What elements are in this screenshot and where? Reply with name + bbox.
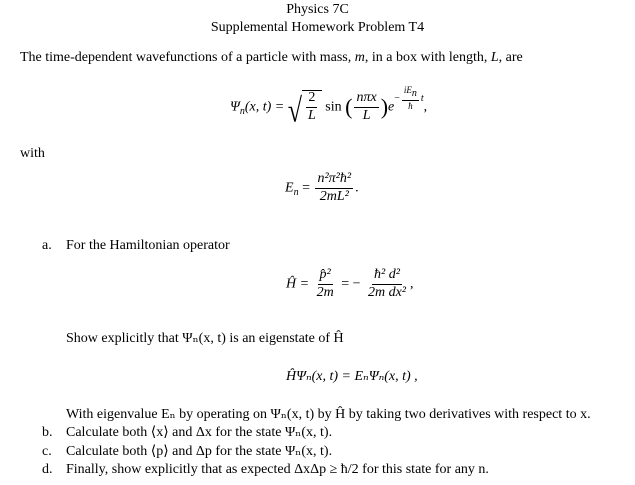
eigenvalue-equation: ĤΨₙ(x, t) = EₙΨₙ(x, t) ,	[286, 369, 418, 384]
item-d: d. Finally, show explicitly that as expected ΔxΔp ≥ ħ/2 for this state for any n.	[42, 462, 489, 477]
item-b: b. Calculate both ⟨x⟩ and Δx for the state Ψₙ(x, t).	[42, 425, 333, 440]
length-symbol: L	[490, 50, 499, 65]
item-c: c. Calculate both ⟨p⟩ and Δp for the state Ψₙ(x, t).	[42, 444, 333, 459]
hamiltonian-equation: Ĥ = $\frac{\text{p̂²}}{2m}$ = − $\frac{\text{ħ² d²}}{\text{2m dx²}}$ ,	[286, 267, 414, 300]
wavefunction-equation: $\Psi_n(x$, t) = √ $\frac{2}{L}$ sin ( $\frac{\text{nπx}}{L}$ )e− $\frac{\text{iEn}}{ħ}$ t ,	[230, 85, 428, 130]
with-eigenvalue-text: With eigenvalue Eₙ by operating on Ψₙ(x, t) by Ĥ by taking two derivatives with respect to x.	[66, 407, 591, 422]
intro-text: The time-dependent wavefunctions of a particle with mass, m, in a box with length, L, are	[20, 50, 523, 65]
problem-title: Supplemental Homework Problem T4	[210, 20, 425, 35]
energy-equation: $E_n$ = $\frac{\text{n²π²ħ²}}{\text{2mL²}}$ .	[285, 171, 359, 204]
show-eigenstate-text: Show explicitly that Ψₙ(x, t) is an eigenstate of Ĥ	[66, 331, 344, 346]
course-title: Physics 7C	[286, 2, 349, 17]
item-a: a. For the Hamiltonian operator	[42, 238, 230, 253]
sqrt-symbol: √ $\frac{2}{L}$	[288, 90, 322, 123]
with-label: with	[20, 146, 45, 161]
mass-symbol: m	[354, 50, 365, 65]
